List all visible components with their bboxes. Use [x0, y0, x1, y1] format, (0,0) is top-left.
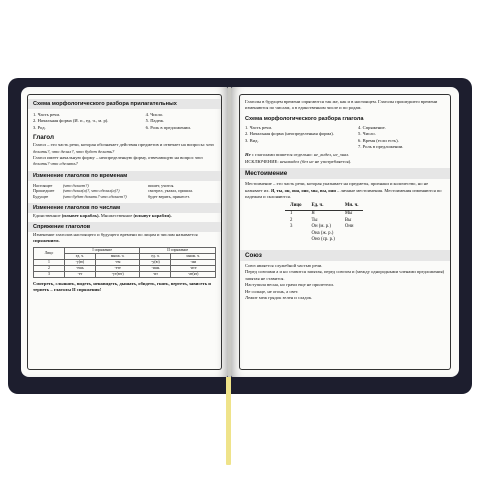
pron-cell: Мы: [344, 211, 353, 217]
pron-cell: Вы: [344, 217, 352, 223]
number-singular-example: (плывет корабль).: [61, 212, 100, 218]
pron-definition-tail: – личные местоимения. Местоимения изменяются по падежам и склоняются.: [245, 187, 442, 200]
conj-definition: [33, 232, 216, 245]
bookmark-ribbon: [226, 377, 231, 465]
verb-scheme-list: [245, 125, 445, 151]
number-plural-example: (плывут корабли).: [133, 212, 172, 218]
verb-initial-form-text: Глагол имеет начальную форму – неопределенную форму, отвечающую на вопрос: [33, 155, 194, 161]
number-text: [33, 213, 216, 219]
tense-name: Будущее: [33, 194, 49, 200]
tense-example: смотрел, указал, пришла.: [148, 188, 194, 194]
verb-initial-form: [33, 155, 216, 168]
tense-question: (что делал(а)?, что сделал(а)?): [63, 188, 120, 194]
left-page-frame: [27, 94, 222, 370]
pron-cell: [285, 231, 307, 238]
tense-row: [33, 194, 216, 200]
exception-text: не употребляется).: [314, 158, 352, 164]
verb-scheme-item: 6. Время (если есть).: [358, 137, 399, 143]
pron-cell: Ты: [311, 217, 318, 223]
number-plural: Множественное: [100, 212, 133, 218]
adj-item: 6. Роль в предложении.: [145, 124, 191, 130]
conj-cell: -ут(ют): [95, 271, 140, 277]
pron-cell: 2: [290, 217, 293, 223]
number-title-bar: [28, 203, 221, 213]
pron-header: Мн. ч.: [340, 203, 364, 210]
conj-cell: -ем: [95, 259, 140, 265]
right-page-frame: [239, 94, 451, 370]
exception-ne: не: [309, 158, 314, 164]
future-tense-note: Глаголы в будущем времени спрягаются так же, как и в настоящем. Глаголы прошедшего времени изменяются по числам, а в единственном числе и по родам.: [245, 99, 438, 111]
conj-table-row: [34, 271, 216, 277]
conj-cell: -ишь: [140, 265, 171, 271]
conj-subheader: множ. ч.: [171, 253, 216, 259]
pron-table-row: [285, 231, 363, 238]
pron-header: Ед. ч.: [307, 203, 340, 210]
pron-table-row: [285, 211, 363, 218]
pron-cell: [340, 231, 364, 238]
tense-title: Изменение глаголов по временам: [33, 172, 128, 179]
exception-word: ненавидел (без: [279, 158, 309, 164]
conj-exceptions-note: Смотреть, слышать, видеть, ненавидеть, дышать, обидеть, гнать, вертеть, зависеть и терпеть – глаголы II спряжения!: [33, 280, 211, 293]
union-line: Перед союзами а и но ставится запятая, перед союзом и (между однородными членами предложения) запятая не ставится.: [245, 269, 445, 281]
tense-table: [33, 183, 216, 200]
pron-table-row: [285, 224, 363, 231]
ne-rule-text: с глаголами пишется отдельно:: [251, 152, 313, 158]
conj-cell: 3: [34, 271, 65, 277]
adj-item: 3. Род.: [33, 124, 46, 130]
conj-header-person: Лицо: [34, 247, 65, 259]
conj-cell: -у(ю): [140, 259, 171, 265]
verb-scheme-item: 7. Роль в предложении.: [358, 144, 404, 150]
conj-cell: -ет: [64, 271, 95, 277]
pron-cell: Они: [344, 224, 354, 230]
verb-title: Глагол: [33, 134, 54, 142]
pron-list: Я, ты, он, она, оно, мы, вы, они: [270, 187, 336, 193]
conj-cell: 2: [34, 265, 65, 271]
adj-title-bar: [28, 99, 221, 109]
pron-table-header: [285, 203, 363, 210]
union-line: Не солнце, не огонь, а свет.: [245, 288, 299, 294]
tense-question: (что делает?): [63, 182, 89, 188]
pron-cell: [285, 237, 307, 244]
union-title: Союз: [245, 252, 262, 260]
verb-scheme-item: 2. Начальная форма (неопределенная форма).: [245, 131, 334, 137]
pron-cell: [340, 237, 364, 244]
ne-word: Не: [245, 152, 251, 158]
tense-example: пишет, учится.: [148, 182, 175, 188]
adj-item: 2. Начальная форма (И. п., ед. ч., м. р).: [33, 118, 109, 124]
verb-scheme-item: 4. Спряжение.: [358, 124, 386, 130]
conj-cell: -ат(ят): [171, 271, 216, 277]
pron-cell: Я: [311, 211, 315, 217]
union-text: [245, 263, 445, 301]
pron-cell: 3: [290, 224, 293, 230]
conj-subheader: ед. ч.: [64, 253, 95, 259]
pron-definition-text: Местоимение – это часть речи, которая указывает на предметы, признаки и количество, но не называет их.: [245, 181, 429, 193]
adj-scheme-list: [33, 112, 216, 131]
tense-title-bar: [28, 171, 221, 181]
union-line: Наступила весна, но грачи еще не прилетели.: [245, 282, 334, 288]
conj-title-bar: [28, 222, 221, 232]
adj-item: 5. Падеж.: [145, 118, 165, 124]
conj-cell: -у(ю): [64, 259, 95, 265]
verb-scheme-item: 5. Число.: [358, 131, 376, 137]
pron-definition: [245, 181, 445, 200]
exception-label: ИСКЛЮЧЕНИЕ:: [245, 158, 279, 164]
ne-exception: [245, 159, 445, 165]
conj-subheader: множ. ч.: [95, 253, 140, 259]
conj-title: Спряжение глаголов: [33, 224, 91, 231]
union-line: Лежит меж грядок зелен и сладок.: [245, 295, 313, 301]
pron-cell: Оно (ср. р.): [311, 237, 335, 243]
number-singular: Единственное: [33, 212, 61, 218]
ne-rule-example: не_видел, не_знал.: [313, 152, 350, 158]
conj-cell: 1: [34, 259, 65, 265]
right-page: [231, 87, 459, 377]
pron-title: Местоимение: [245, 170, 288, 178]
pron-header: Лицо: [285, 203, 307, 210]
conj-cell: -ит: [140, 271, 171, 277]
conj-cell: -ете: [95, 265, 140, 271]
tense-name: Прошедшее: [33, 188, 55, 194]
conj-header-ii: II спряжение: [140, 247, 216, 253]
union-title-bar: [240, 250, 450, 261]
pron-cell: Она (ж. р.): [311, 230, 334, 236]
pron-cell: Он (м. р.): [311, 224, 331, 230]
verb-definition-text: Глагол – это часть речи, которая обозначает действия предметов и отвечает на вопросы:: [33, 142, 205, 148]
adj-item: 4. Число.: [145, 112, 164, 117]
tense-name: Настоящее: [33, 182, 53, 188]
tense-example: будет верить, принесет.: [148, 194, 190, 200]
pron-title-bar: [240, 168, 450, 179]
conj-header-i: I спряжение: [64, 247, 140, 253]
verb-scheme-item: 3. Вид.: [245, 137, 259, 143]
conjugation-table: [33, 247, 216, 278]
verb-definition-questions: что делать?, что делал?, что будет делать?: [33, 142, 214, 154]
adj-scheme-title: Схема морфологического разбора прилагательных: [33, 101, 177, 107]
adj-item: 1. Часть речи.: [33, 112, 61, 117]
verb-definition: [33, 142, 216, 155]
conj-definition-term: спряжением.: [33, 238, 60, 244]
conj-cell: -ите: [171, 265, 216, 271]
conj-subheader: ед. ч.: [140, 253, 171, 259]
pron-cell: 1: [290, 211, 293, 217]
conj-cell: -им: [171, 259, 216, 265]
pronoun-table: [285, 203, 363, 244]
union-line: Союз является служебной частью речи.: [245, 263, 323, 269]
conj-definition-text: Изменение глаголов настоящего и будущего времени по лицам и числам называется: [33, 232, 198, 238]
verb-initial-form-questions: что делать? что сделать?: [33, 155, 203, 167]
tense-question: (что будет делать? что сделает?): [63, 194, 127, 200]
left-page: [21, 87, 228, 377]
number-title: Изменение глаголов по числам: [33, 204, 121, 211]
pron-table-row: [285, 218, 363, 225]
verb-scheme-item: 1. Часть речи.: [245, 124, 273, 130]
pron-table-row: [285, 237, 363, 244]
conj-cell: -ешь: [64, 265, 95, 271]
verb-scheme-title: Схема морфологического разбора глагола: [245, 115, 364, 122]
